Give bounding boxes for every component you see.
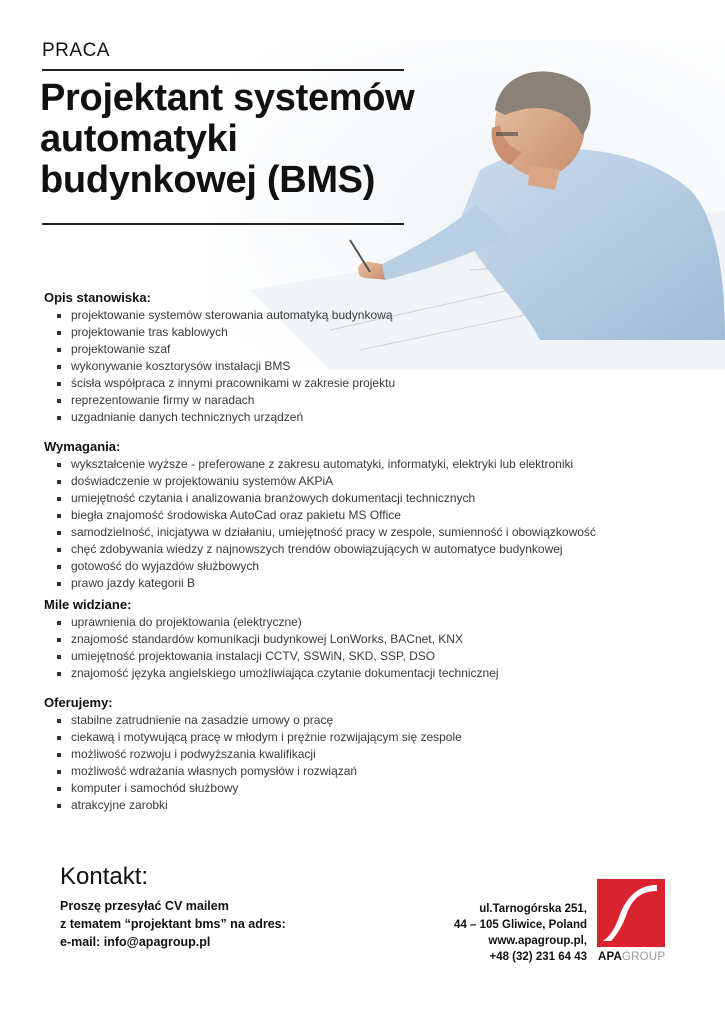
list-item: uprawnienia do projektowania (elektryczne) <box>44 614 694 631</box>
list-item: projektowanie systemów sterowania automatyką budynkową <box>44 307 694 324</box>
job-details <box>44 290 694 827</box>
logo-wordmark <box>598 951 665 963</box>
job-title <box>40 78 460 201</box>
contact-heading: Kontakt: <box>60 863 149 890</box>
section-heading: Wymagania: <box>44 439 121 454</box>
bullet-list <box>44 307 694 426</box>
list-item: stabilne zatrudnienie na zasadzie umowy o pracę <box>44 712 694 729</box>
page-kicker: PRACA <box>42 40 110 61</box>
list-item: doświadczenie w projektowaniu systemów AKPiA <box>44 473 694 490</box>
list-item: komputer i samochód służbowy <box>44 780 694 797</box>
list-item: możliwość rozwoju i podwyższania kwalifikacji <box>44 746 694 763</box>
section-we-offer <box>44 695 694 814</box>
list-item: atrakcyjne zarobki <box>44 797 694 814</box>
list-item: prawo jazdy kategorii B <box>44 575 694 592</box>
section-heading: Opis stanowiska: <box>44 290 151 305</box>
logo-wordmark-light: GROUP <box>622 951 666 963</box>
section-heading: Mile widziane: <box>44 597 132 612</box>
job-title-line: budynkowej (BMS) <box>40 159 376 201</box>
list-item: biegła znajomość środowiska AutoCad oraz pakietu MS Office <box>44 507 694 524</box>
job-title-line: Projektant systemów <box>40 77 415 119</box>
list-item: gotowość do wyjazdów służbowych <box>44 558 694 575</box>
list-item: projektowanie tras kablowych <box>44 324 694 341</box>
list-item: znajomość standardów komunikacji budynkowej LonWorks, BACnet, KNX <box>44 631 694 648</box>
contact-instructions <box>60 897 286 951</box>
list-item: ciekawą i motywującą pracę w młodym i prężnie rozwijającym się zespole <box>44 729 694 746</box>
list-item: wykonywanie kosztorysów instalacji BMS <box>44 358 694 375</box>
top-divider <box>42 69 404 71</box>
address-street: ul.Tarnogórska 251, <box>479 903 587 915</box>
list-item: umiejętność czytania i analizowania branżowych dokumentacji technicznych <box>44 490 694 507</box>
list-item: ścisła współpraca z innymi pracownikami w zakresie projektu <box>44 375 694 392</box>
company-phone: +48 (32) 231 64 43 <box>489 951 587 963</box>
list-item: wykształcenie wyższe - preferowane z zakresu automatyki, informatyki, elektryki lub elektroniki <box>44 456 694 473</box>
contact-line: z tematem “projektant bms” na adres: <box>60 917 286 931</box>
bullet-list <box>44 456 694 592</box>
list-item: samodzielność, inicjatywa w działaniu, umiejętność pracy w zespole, sumienność i obowiązkowość <box>44 524 694 541</box>
section-requirements <box>44 439 694 592</box>
list-item: projektowanie szaf <box>44 341 694 358</box>
job-title-line: automatyki <box>40 118 238 160</box>
bullet-list <box>44 712 694 814</box>
list-item: znajomość języka angielskiego umożliwiająca czytanie dokumentacji technicznej <box>44 665 694 682</box>
list-item: umiejętność projektowania instalacji CCTV, SSWiN, SKD, SSP, DSO <box>44 648 694 665</box>
list-item: uzgadnianie danych technicznych urządzeń <box>44 409 694 426</box>
section-nice-to-have <box>44 597 694 682</box>
list-item: możliwość wdrażania własnych pomysłów i rozwiązań <box>44 763 694 780</box>
list-item: chęć zdobywania wiedzy z najnowszych trendów obowiązujących w automatyce budynkowej <box>44 541 694 558</box>
section-job-description <box>44 290 694 426</box>
contact-email[interactable]: e-mail: info@apagroup.pl <box>60 935 211 949</box>
bottom-divider <box>42 223 404 225</box>
logo-wordmark-bold: APA <box>598 951 623 963</box>
section-heading: Oferujemy: <box>44 695 113 710</box>
company-address <box>454 901 587 965</box>
list-item: reprezentowanie firmy w naradach <box>44 392 694 409</box>
bullet-list <box>44 614 694 682</box>
address-city: 44 – 105 Gliwice, Poland <box>454 919 587 931</box>
contact-line: Proszę przesyłać CV mailem <box>60 899 229 913</box>
company-website[interactable]: www.apagroup.pl, <box>488 935 587 947</box>
